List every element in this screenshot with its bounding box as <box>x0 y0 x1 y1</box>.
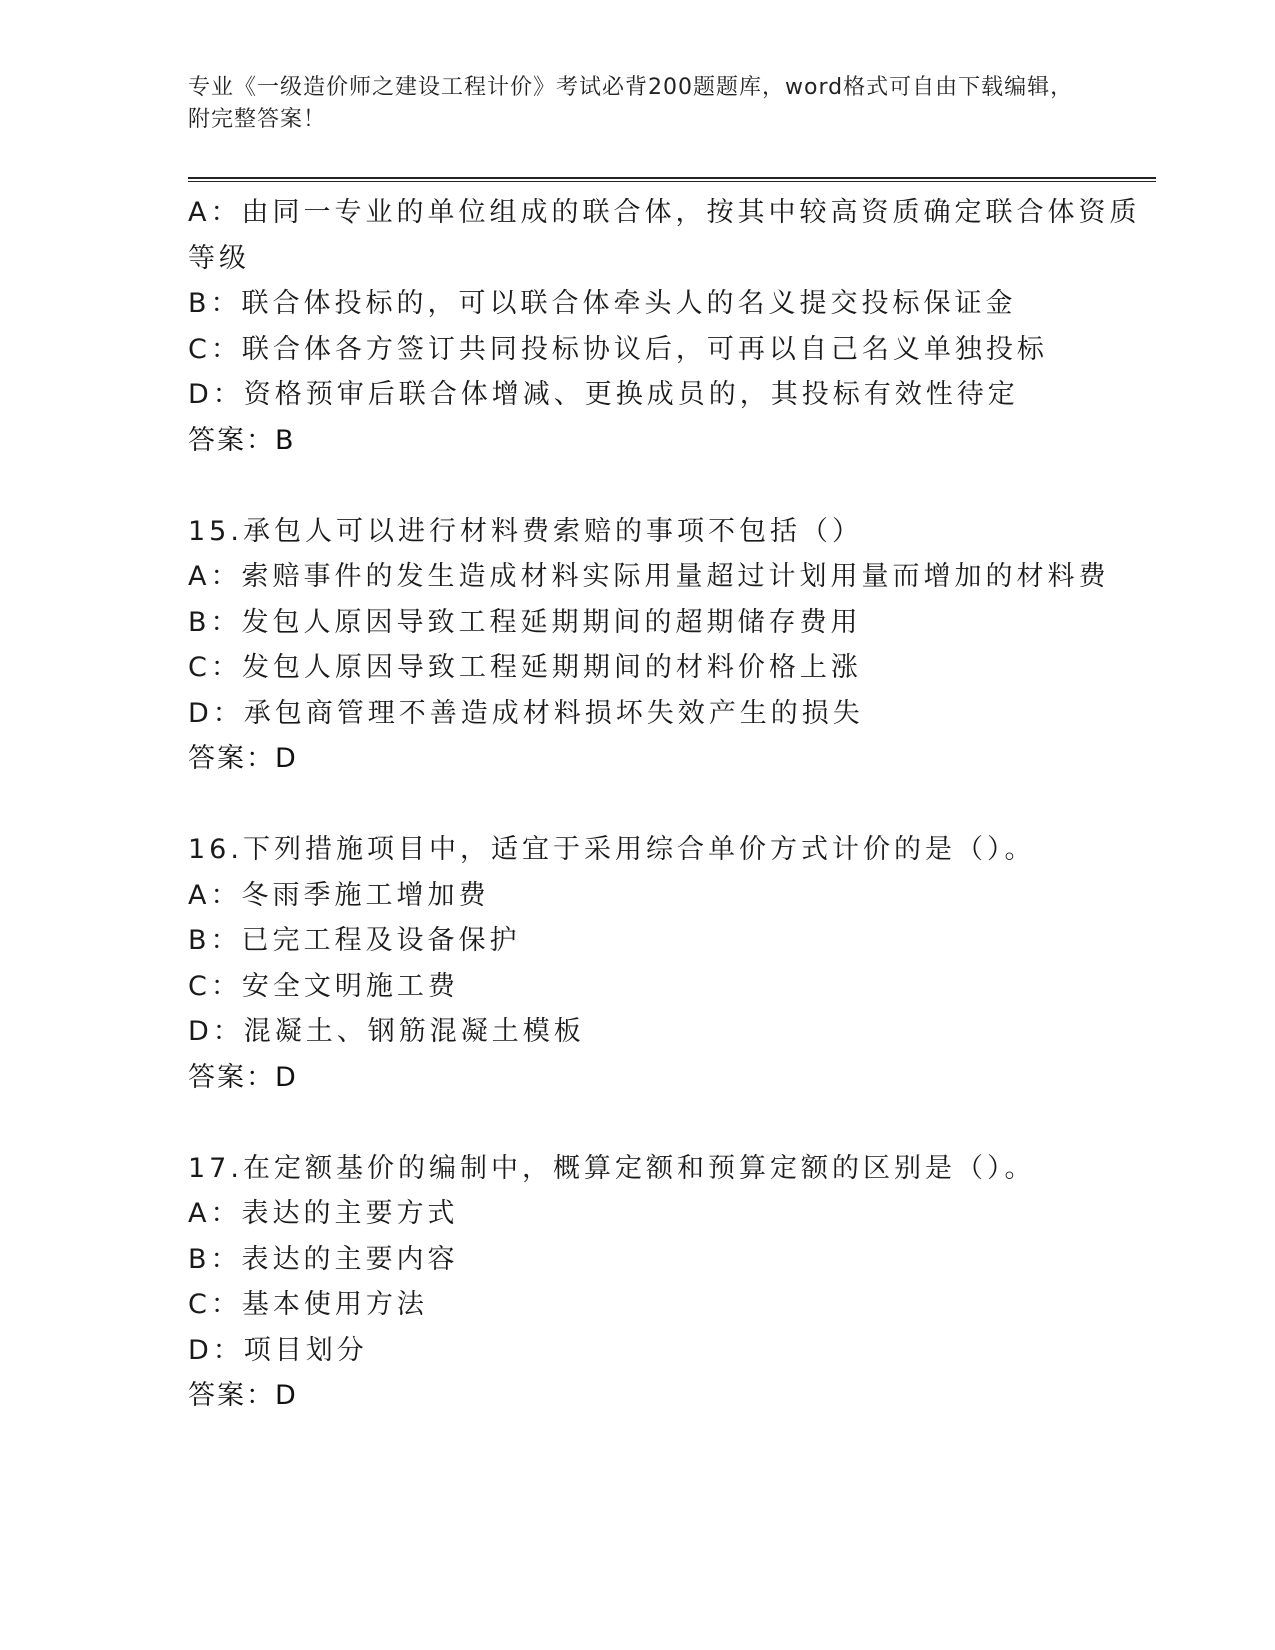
option-c: C：安全文明施工费 <box>188 970 459 1002</box>
option-c: C：联合体各方签订共同投标协议后，可再以自己名义单独投标 <box>188 333 1048 365</box>
question-text: 15.承包人可以进行材料费索赔的事项不包括（） <box>188 515 863 547</box>
option-d: D：混凝土、钢筋混凝土模板 <box>188 1016 585 1047</box>
answer: 答案：B <box>188 424 296 456</box>
option-b: B：联合体投标的，可以联合体牵头人的名义提交投标保证金 <box>188 288 1017 319</box>
option-b: B：已完工程及设备保护 <box>188 925 521 956</box>
answer: 答案：D <box>188 743 298 774</box>
option-a-line1: A：由同一专业的单位组成的联合体，按其中较高资质确定联合体资质 <box>188 197 1141 228</box>
answer: 答案：D <box>188 1380 298 1411</box>
question-block-16 <box>188 827 1088 1100</box>
option-b: B：表达的主要内容 <box>188 1243 459 1275</box>
option-d: D：项目划分 <box>188 1334 368 1366</box>
answer: 答案：D <box>188 1061 298 1093</box>
option-c: C：基本使用方法 <box>188 1289 428 1320</box>
option-c: C：发包人原因导致工程延期期间的材料价格上涨 <box>188 652 862 683</box>
question-block-14 <box>188 190 1141 463</box>
option-b: B：发包人原因导致工程延期期间的超期储存费用 <box>188 606 862 638</box>
header-divider <box>188 177 1156 182</box>
option-a-line2: 等级 <box>188 242 250 274</box>
question-block-17 <box>188 1146 1088 1419</box>
question-text: 16.下列措施项目中，适宜于采用综合单价方式计价的是（）。 <box>188 834 1036 865</box>
spacer <box>188 1100 1088 1146</box>
option-d: D：资格预审后联合体增减、更换成员的，其投标有效性待定 <box>188 379 1019 410</box>
option-a: A：冬雨季施工增加费 <box>188 879 490 911</box>
question-text: 17.在定额基价的编制中，概算定额和预算定额的区别是（）。 <box>188 1152 1036 1184</box>
spacer <box>188 463 1088 509</box>
option-a: A：索赔事件的发生造成材料实际用量超过计划用量而增加的材料费 <box>188 561 1110 592</box>
spacer <box>188 782 1088 828</box>
option-d: D：承包商管理不善造成材料损坏失效产生的损失 <box>188 697 864 729</box>
question-block-15 <box>188 509 1110 782</box>
document-body <box>188 190 1141 1419</box>
page-header-title: 专业《一级造价师之建设工程计价》考试必背200题题库，word格式可自由下载编辑，附完整答案！ <box>188 75 1074 132</box>
option-a: A：表达的主要方式 <box>188 1198 459 1229</box>
